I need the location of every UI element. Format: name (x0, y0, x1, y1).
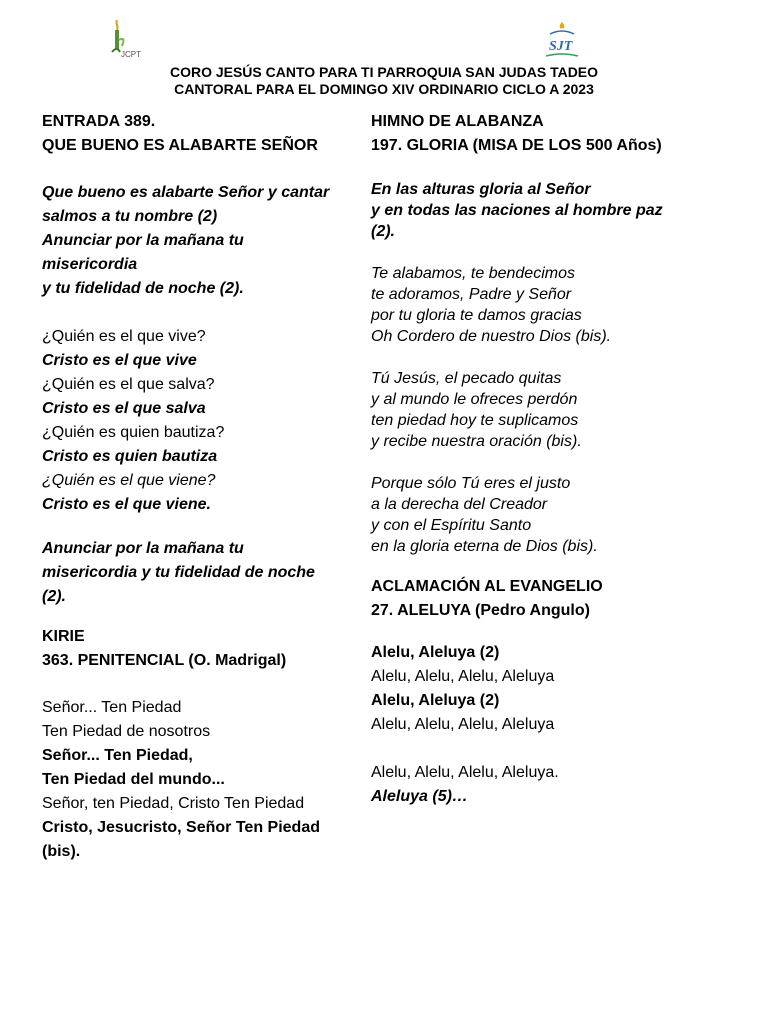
lyric-line: por tu gloria te damos gracias (371, 307, 582, 324)
lyric-line: Anunciar por la mañana tu (42, 540, 244, 557)
lyric-line: Aleluya (5)… (371, 788, 468, 805)
lyric-line: y tu fidelidad de noche (2). (42, 280, 244, 297)
lyric-line: Señor... Ten Piedad (42, 699, 182, 716)
parish-logo-icon (540, 20, 584, 60)
choir-logo-icon (108, 16, 148, 60)
lyric-line: ten piedad hoy te suplicamos (371, 412, 579, 429)
entrada-song-title: QUE BUENO ES ALABARTE SEÑOR (42, 137, 318, 154)
lyric-line: y recibe nuestra oración (bis). (371, 433, 582, 450)
lyric-line: salmos a tu nombre (2) (42, 208, 218, 225)
himno-title: HIMNO DE ALABANZA (371, 113, 544, 130)
lyric-line: ¿Quién es el que viene? (42, 472, 216, 489)
lyric-line: te adoramos, Padre y Señor (371, 286, 572, 303)
aclamacion-song-title: 27. ALELUYA (Pedro Angulo) (371, 602, 590, 619)
lyric-line: en la gloria eterna de Dios (bis). (371, 538, 598, 555)
lyric-line: Alelu, Aleluya (2) (371, 644, 500, 661)
lyric-line: ¿Quién es el que vive? (42, 328, 206, 345)
lyric-line: y con el Espíritu Santo (371, 517, 532, 534)
lyric-line: Porque sólo Tú eres el justo (371, 475, 571, 492)
lyric-line: Cristo es quien bautiza (42, 448, 218, 465)
left-column (42, 110, 364, 864)
lyric-line: Cristo, Jesucristo, Señor Ten Piedad (42, 819, 320, 836)
lyric-line: Oh Cordero de nuestro Dios (bis). (371, 328, 612, 345)
lyric-line: Anunciar por la mañana tu (42, 232, 244, 249)
lyric-line: Señor, ten Piedad, Cristo Ten Piedad (42, 795, 305, 812)
lyric-line: ¿Quién es quien bautiza? (42, 424, 225, 441)
lyric-line: Alelu, Aleluya (2) (371, 692, 500, 709)
lyric-line: (2). (371, 223, 395, 240)
lyric-line: misericordia y tu fidelidad de noche (42, 564, 315, 581)
entrada-title: ENTRADA 389. (42, 113, 156, 130)
header-line-1: CORO JESÚS CANTO PARA TI PARROQUIA SAN JUDAS TADEO (169, 64, 599, 80)
lyric-line: (bis). (42, 843, 81, 860)
lyric-line: Cristo es el que salva (42, 400, 206, 417)
lyric-line: ¿Quién es el que salva? (42, 376, 215, 393)
lyric-line: (2). (42, 588, 66, 605)
lyric-line: Que bueno es alabarte Señor y cantar (42, 184, 330, 201)
lyric-line: Cristo es el que vive (42, 352, 197, 369)
kirie-song-title: 363. PENITENCIAL (O. Madrigal) (42, 652, 287, 669)
lyric-line: Tú Jesús, el pecado quitas (371, 370, 562, 387)
himno-song-title: 197. GLORIA (MISA DE LOS 500 Años) (371, 137, 662, 154)
lyric-line: Alelu, Alelu, Alelu, Aleluya. (371, 764, 559, 781)
lyric-line: Alelu, Alelu, Alelu, Aleluya (371, 716, 555, 733)
kirie-title: KIRIE (42, 628, 85, 645)
svg-text:JCPT: JCPT (121, 50, 141, 59)
lyric-line: Te alabamos, te bendecimos (371, 265, 575, 282)
lyric-line: y al mundo le ofreces perdón (371, 391, 578, 408)
aclamacion-title: ACLAMACIÓN AL EVANGELIO (371, 578, 603, 595)
svg-text:SJT: SJT (549, 39, 573, 54)
lyric-line: Cristo es el que viene. (42, 496, 211, 513)
lyric-line: y en todas las naciones al hombre paz (371, 202, 663, 219)
lyric-line: misericordia (42, 256, 138, 273)
lyric-line: En las alturas gloria al Señor (371, 181, 591, 198)
lyric-line: Ten Piedad del mundo... (42, 771, 225, 788)
header-line-2: CANTORAL PARA EL DOMINGO XIV ORDINARIO CICLO A 2023 (174, 81, 594, 97)
lyric-line: Señor... Ten Piedad, (42, 747, 193, 764)
lyric-line: a la derecha del Creador (371, 496, 548, 513)
lyric-line: Ten Piedad de nosotros (42, 723, 211, 740)
lyric-line: Alelu, Alelu, Alelu, Aleluya (371, 668, 555, 685)
right-column (371, 110, 711, 809)
